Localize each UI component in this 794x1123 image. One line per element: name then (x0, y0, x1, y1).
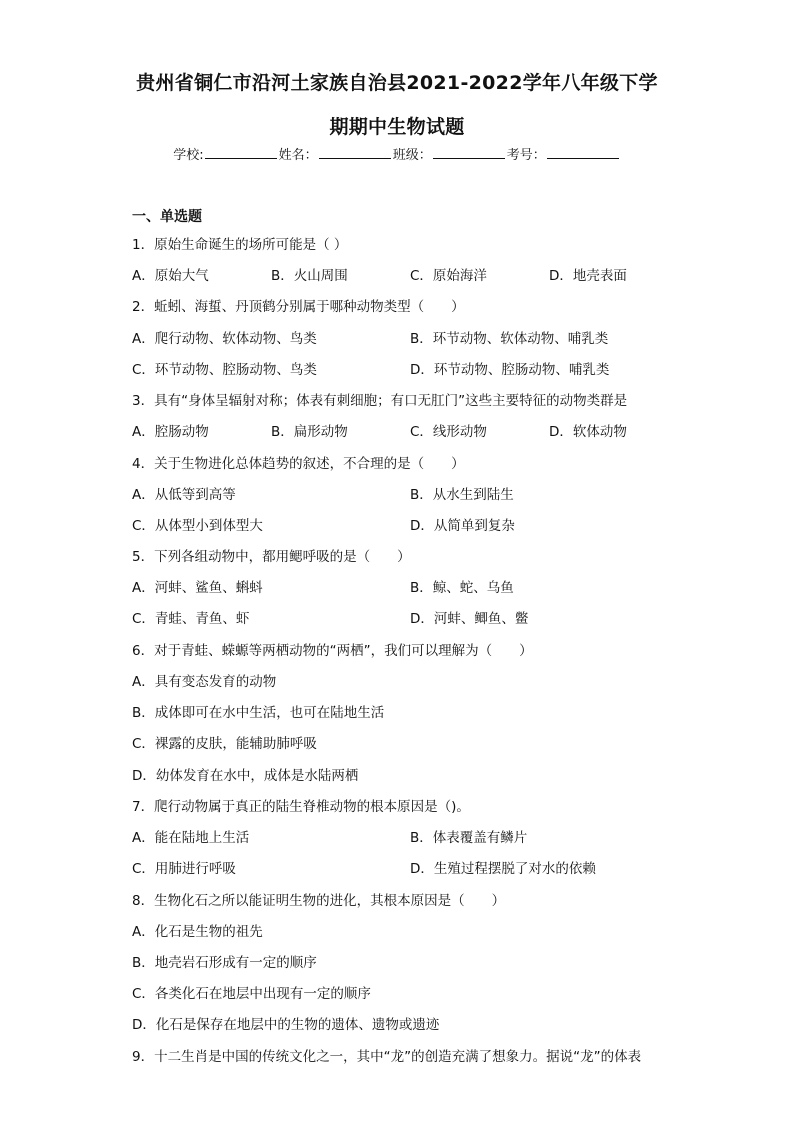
name-blank (319, 146, 391, 159)
q4-option-b: B．从水生到陆生 (410, 487, 514, 503)
q7-option-a: A．能在陆地上生活 (132, 830, 250, 846)
q5-option-d: D．河蚌、鲫鱼、鳖 (410, 611, 529, 627)
class-blank (433, 146, 505, 159)
q2-option-b: B．环节动物、软体动物、哺乳类 (410, 331, 609, 347)
class-label: 班级： (392, 148, 432, 163)
question-3: 3．具有“身体呈辐射对称；体表有刺细胞；有口无肛门”这些主要特征的动物类群是 (132, 393, 628, 409)
q4-option-c: C．从体型小到体型大 (132, 518, 263, 534)
q2-option-d: D．环节动物、腔肠动物、哺乳类 (410, 362, 610, 378)
q6-option-d: D．幼体发育在水中，成体是水陆两栖 (132, 768, 359, 784)
name-label: 姓名： (278, 148, 318, 163)
q3-option-d: D．软体动物 (549, 424, 627, 440)
q2-option-c: C．环节动物、腔肠动物、鸟类 (132, 362, 317, 378)
q7-option-b: B．体表覆盖有鳞片 (410, 830, 528, 846)
question-8: 8．生物化石之所以能证明生物的进化，其根本原因是（ ） (132, 893, 506, 909)
question-9: 9．十二生肖是中国的传统文化之一，其中“龙”的创造充满了想象力。据说“龙”的体表 (132, 1049, 642, 1065)
q3-option-a: A．腔肠动物 (132, 424, 209, 440)
q5-option-c: C．青蛙、青鱼、虾 (132, 611, 250, 627)
q3-option-b: B．扁形动物 (271, 424, 348, 440)
school-blank (205, 146, 277, 159)
q7-option-c: C．用肺进行呼吸 (132, 861, 236, 877)
question-4: 4．关于生物进化总体趋势的叙述，不合理的是（ ） (132, 456, 465, 472)
q6-option-b: B．成体即可在水中生活，也可在陆地生活 (132, 705, 385, 721)
q1-option-b: B．火山周围 (271, 268, 348, 284)
q1-option-c: C．原始海洋 (410, 268, 487, 284)
exam-title-line2: 期期中生物试题 (329, 116, 465, 138)
question-7: 7．爬行动物属于真正的陆生脊椎动物的根本原因是（)。 (132, 799, 470, 815)
q5-option-a: A．河蚌、鲨鱼、蝌蚪 (132, 580, 263, 596)
section-heading: 一、单选题 (132, 209, 202, 225)
q1-option-d: D．地壳表面 (549, 268, 627, 284)
exam-no-blank (547, 146, 619, 159)
exam-title-line1: 贵州省铜仁市沿河土家族自治县2021-2022学年八年级下学 (136, 72, 658, 94)
question-5: 5．下列各组动物中，都用鳃呼吸的是（ ） (132, 549, 411, 565)
q8-option-b: B．地壳岩石形成有一定的顺序 (132, 955, 317, 971)
question-6: 6．对于青蛙、蝾螈等两栖动物的“两栖”，我们可以理解为（ ） (132, 643, 533, 659)
q8-option-d: D．化石是保存在地层中的生物的遗体、遗物或遗迹 (132, 1017, 440, 1033)
q4-option-a: A．从低等到高等 (132, 487, 236, 503)
q4-option-d: D．从简单到复杂 (410, 518, 515, 534)
student-info-line (0, 144, 794, 163)
q3-option-c: C．线形动物 (410, 424, 487, 440)
q2-option-a: A．爬行动物、软体动物、鸟类 (132, 331, 317, 347)
question-1: 1．原始生命诞生的场所可能是（ ） (132, 237, 348, 253)
q6-option-a: A．具有变态发育的动物 (132, 674, 277, 690)
q5-option-b: B．鲸、蛇、乌鱼 (410, 580, 514, 596)
exam-no-label: 考号： (506, 148, 546, 163)
q6-option-c: C．裸露的皮肤，能辅助肺呼吸 (132, 736, 317, 752)
school-label: 学校: (173, 148, 204, 163)
q1-option-a: A．原始大气 (132, 268, 209, 284)
q7-option-d: D．生殖过程摆脱了对水的依赖 (410, 861, 596, 877)
q8-option-a: A．化石是生物的祖先 (132, 924, 263, 940)
q8-option-c: C．各类化石在地层中出现有一定的顺序 (132, 986, 371, 1002)
question-2: 2．蚯蚓、海蜇、丹顶鹤分别属于哪种动物类型（ ） (132, 299, 465, 315)
